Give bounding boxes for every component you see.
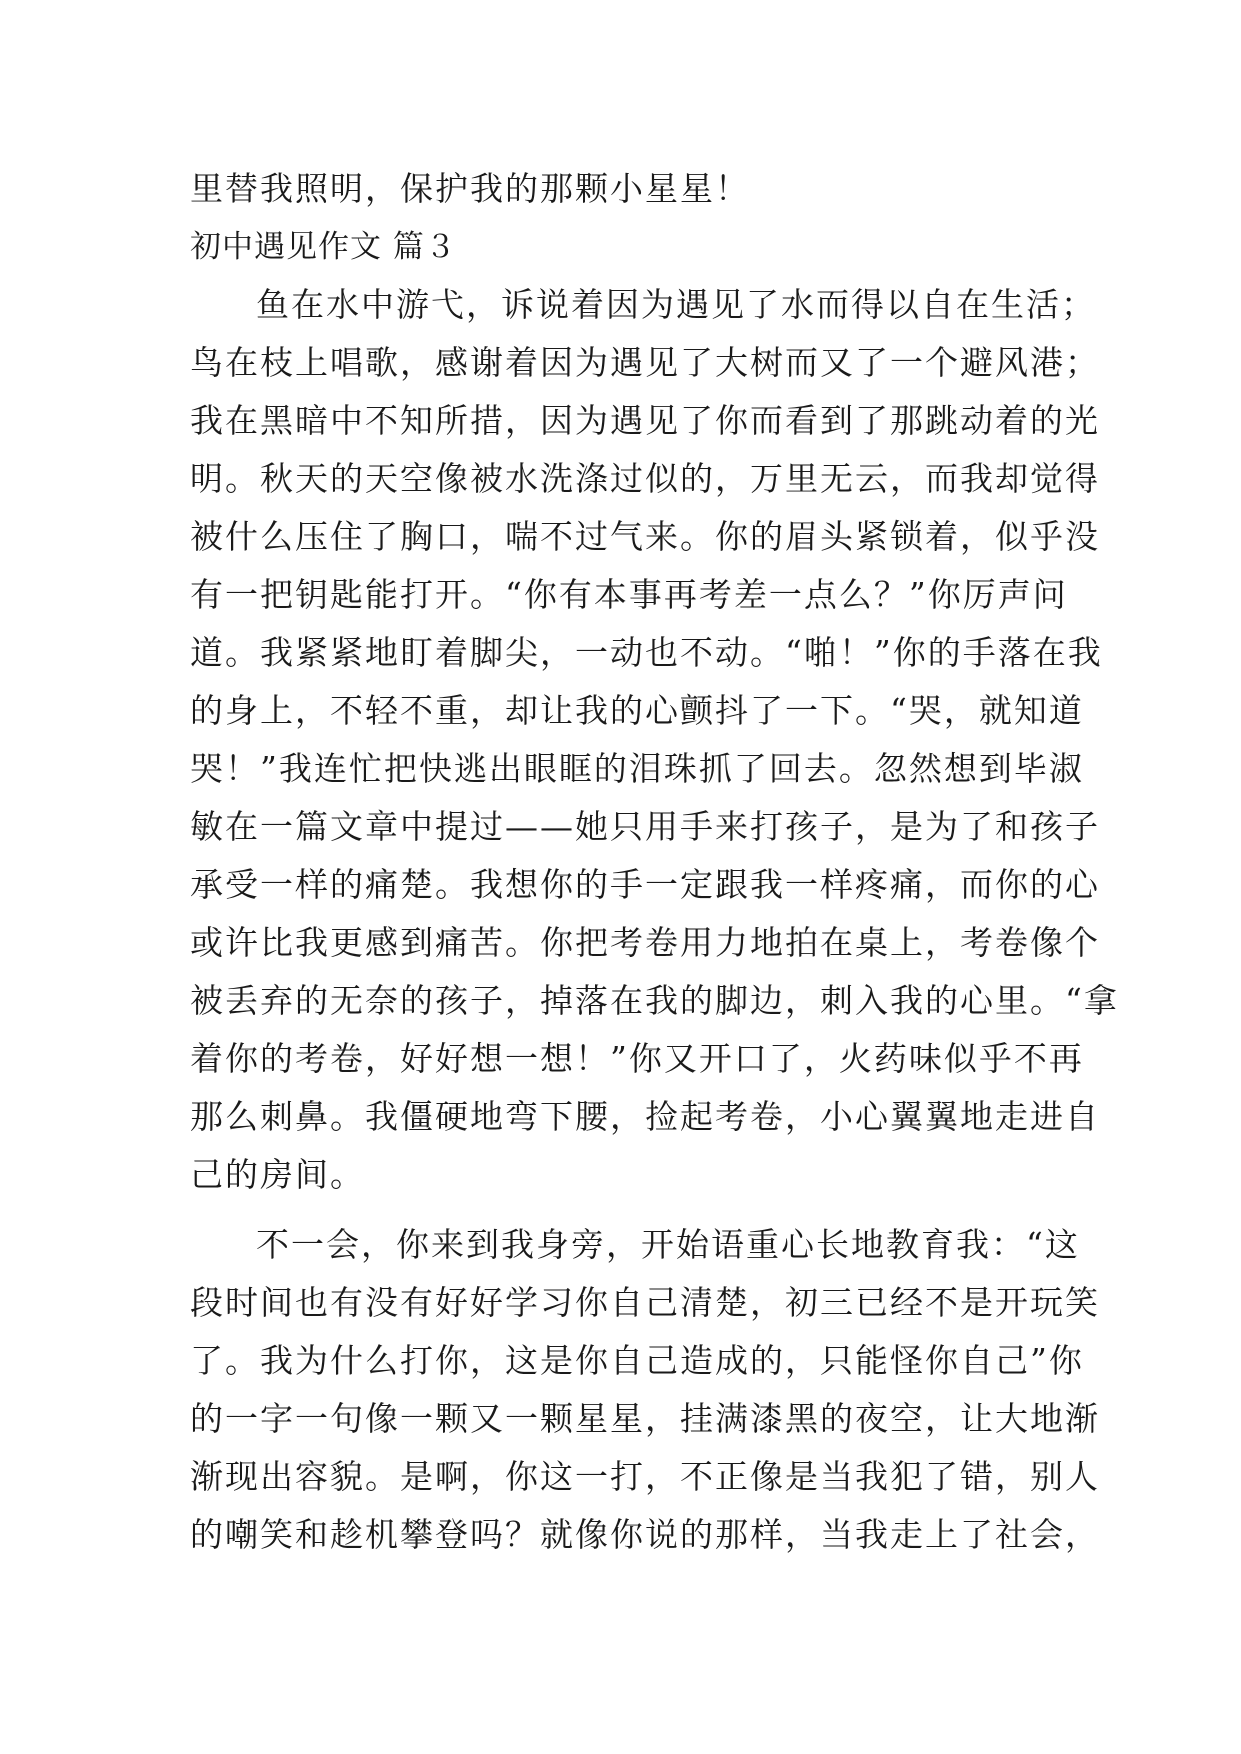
paragraph-line: 着你的考卷，好好想一想！”你又开口了，火药味似乎不再 bbox=[190, 1039, 1084, 1078]
paragraph-line: 的一字一句像一颗又一颗星星，挂满漆黑的夜空，让大地渐 bbox=[190, 1399, 1100, 1438]
section-heading: 初中遇见作文 篇３ bbox=[190, 229, 457, 265]
paragraph-line: 的身上，不轻不重，却让我的心颤抖了一下。“哭，就知道 bbox=[190, 691, 1084, 730]
paragraph-line: 有一把钥匙能打开。“你有本事再考差一点么？”你厉声问 bbox=[190, 575, 1068, 614]
paragraph-line: 渐现出容貌。是啊，你这一打，不正像是当我犯了错，别人 bbox=[190, 1457, 1100, 1496]
paragraph-line: 被丢弃的无奈的孩子，掉落在我的脚边，刺入我的心里。“拿 bbox=[190, 981, 1119, 1020]
paragraph-line: 了。我为什么打你，这是你自己造成的，只能怪你自己”你 bbox=[190, 1341, 1084, 1380]
essay-text bbox=[190, 160, 1119, 1564]
paragraph-line: 或许比我更感到痛苦。你把考卷用力地拍在桌上，考卷像个 bbox=[190, 923, 1100, 962]
paragraph-line: 段时间也有没有好好学习你自己清楚，初三已经不是开玩笑 bbox=[190, 1283, 1100, 1322]
paragraph-line: 的嘲笑和趁机攀登吗？就像你说的那样，当我走上了社会， bbox=[190, 1515, 1100, 1554]
paragraph-line: 鱼在水中游弋，诉说着因为遇见了水而得以自在生活； bbox=[256, 285, 1096, 324]
paragraph-2 bbox=[190, 1216, 1100, 1564]
paragraph-line: 己的房间。 bbox=[190, 1155, 365, 1194]
paragraph-line: 道。我紧紧地盯着脚尖，一动也不动。“啪！”你的手落在我 bbox=[190, 633, 1103, 672]
paragraph-line: 不一会，你来到我身旁，开始语重心长地教育我：“这 bbox=[256, 1225, 1080, 1264]
paragraph-spacer bbox=[190, 1204, 1070, 1216]
lead-line: 里替我照明，保护我的那颗小星星！ bbox=[190, 169, 750, 208]
paragraph-line: 我在黑暗中不知所措，因为遇见了你而看到了那跳动着的光 bbox=[190, 401, 1100, 440]
paragraph-line: 鸟在枝上唱歌，感谢着因为遇见了大树而又了一个避风港； bbox=[190, 343, 1100, 382]
paragraph-line: 那么刺鼻。我僵硬地弯下腰，捡起考卷，小心翼翼地走进自 bbox=[190, 1097, 1100, 1136]
paragraph-1 bbox=[190, 276, 1119, 1204]
paragraph-line: 哭！”我连忙把快逃出眼眶的泪珠抓了回去。忽然想到毕淑 bbox=[190, 749, 1084, 788]
paragraph-line: 承受一样的痛楚。我想你的手一定跟我一样疼痛，而你的心 bbox=[190, 865, 1100, 904]
paragraph-line: 明。秋天的天空像被水洗涤过似的，万里无云，而我却觉得 bbox=[190, 459, 1100, 498]
paragraph-line: 敏在一篇文章中提过——她只用手来打孩子，是为了和孩子 bbox=[190, 807, 1100, 846]
paragraph-line: 被什么压住了胸口，喘不过气来。你的眉头紧锁着，似乎没 bbox=[190, 517, 1100, 556]
